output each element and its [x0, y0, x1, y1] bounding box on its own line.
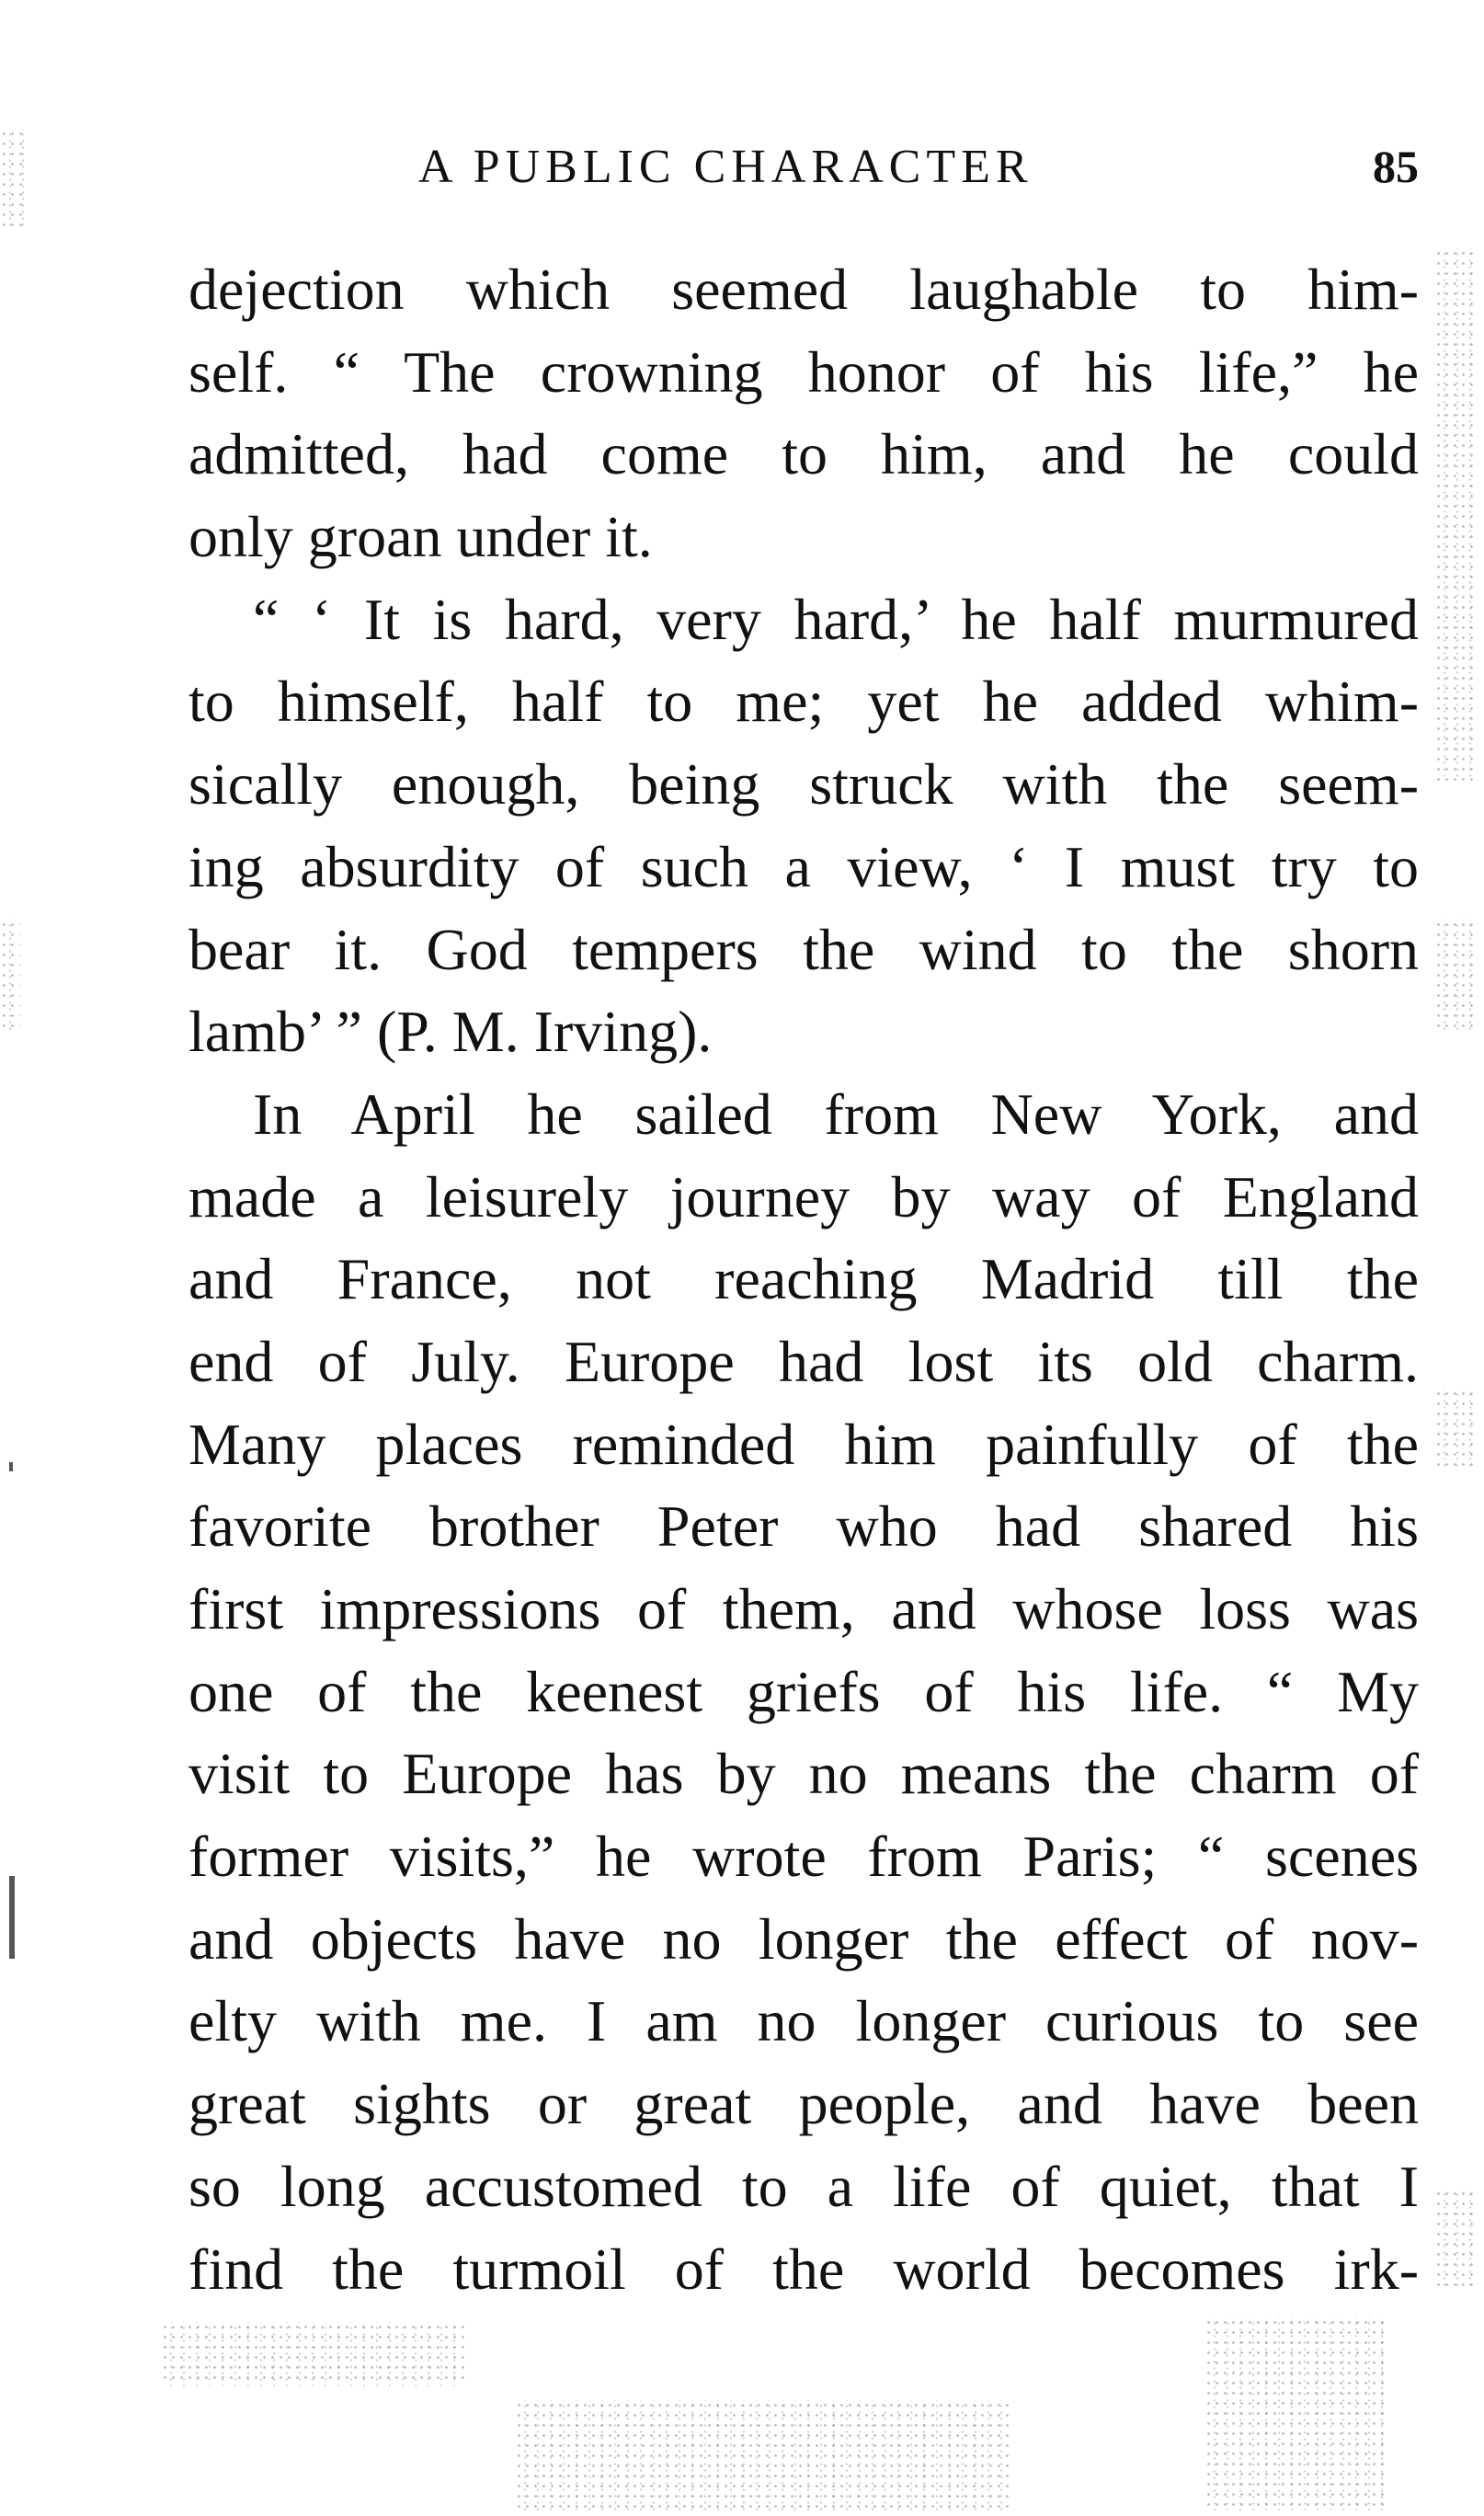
text-line: only groan under it. — [188, 504, 653, 570]
text-line: self. “ The crowning honor of his life,” he — [188, 338, 1419, 405]
text-line: sically enough, being struck with the seem- — [188, 751, 1419, 818]
text-line: made a leisurely journey by way of England — [188, 1163, 1419, 1229]
text-line: bear it. God tempers the wind to the shorn — [188, 916, 1419, 982]
text-line: find the turmoil of the world becomes irk- — [188, 2236, 1419, 2302]
scan-noise-bottom-right — [1204, 2317, 1388, 2510]
text-line: Many places reminded him painfully of the — [188, 1411, 1419, 1477]
text-line: first impressions of them, and whose loss was — [188, 1576, 1419, 1641]
page-number: 85 — [1373, 141, 1419, 192]
text-line: admitted, had come to him, and he could — [188, 421, 1419, 487]
text-line: “ ‘ It is hard, very hard,’ he half murmured — [253, 586, 1419, 652]
scan-noise-right-edge — [1434, 248, 1476, 782]
text-line: and France, not reaching Madrid till the — [188, 1246, 1419, 1312]
text-line: dejection which seemed laughable to him- — [188, 257, 1419, 322]
text-line: former visits,” he wrote from Paris; “ scenes — [188, 1824, 1419, 1890]
scan-noise-left-edge-2 — [0, 920, 20, 1030]
text-line: so long accustomed to a life of quiet, that I — [188, 2153, 1419, 2219]
text-line: elty with me. I am no longer curious to see — [188, 1988, 1419, 2054]
running-head: A PUBLIC CHARACTER — [418, 141, 1033, 193]
scan-noise-bottom-left — [161, 2322, 464, 2386]
scan-noise-left-edge — [0, 129, 26, 230]
text-line: and objects have no longer the effect of nov- — [188, 1905, 1419, 1972]
text-line: ing absurdity of such a view, ‘ I must try to — [188, 833, 1419, 899]
scan-noise-right-edge-4 — [1434, 2189, 1476, 2290]
page-header — [188, 138, 1419, 212]
margin-dot — [9, 1462, 13, 1471]
body-text — [188, 248, 1419, 2310]
binding-mark — [9, 1876, 15, 1959]
text-line: favorite brother Peter who had shared his — [188, 1493, 1419, 1560]
text-line: visit to Europe has by no means the charm of — [188, 1741, 1419, 1807]
text-line: lamb’ ” (P. M. Irving). — [188, 999, 713, 1065]
text-line: great sights or great people, and have been — [188, 2071, 1419, 2137]
text-line: to himself, half to me; yet he added whim- — [188, 669, 1419, 735]
scan-noise-right-edge-2 — [1434, 920, 1476, 1030]
scan-noise-bottom-center — [515, 2400, 1011, 2510]
text-line: one of the keenest griefs of his life. “ My — [188, 1658, 1419, 1724]
text-line: end of July. Europe had lost its old charm. — [188, 1328, 1419, 1394]
scan-noise-right-edge-3 — [1434, 1389, 1476, 1471]
text-line: In April he sailed from New York, and — [253, 1081, 1419, 1147]
